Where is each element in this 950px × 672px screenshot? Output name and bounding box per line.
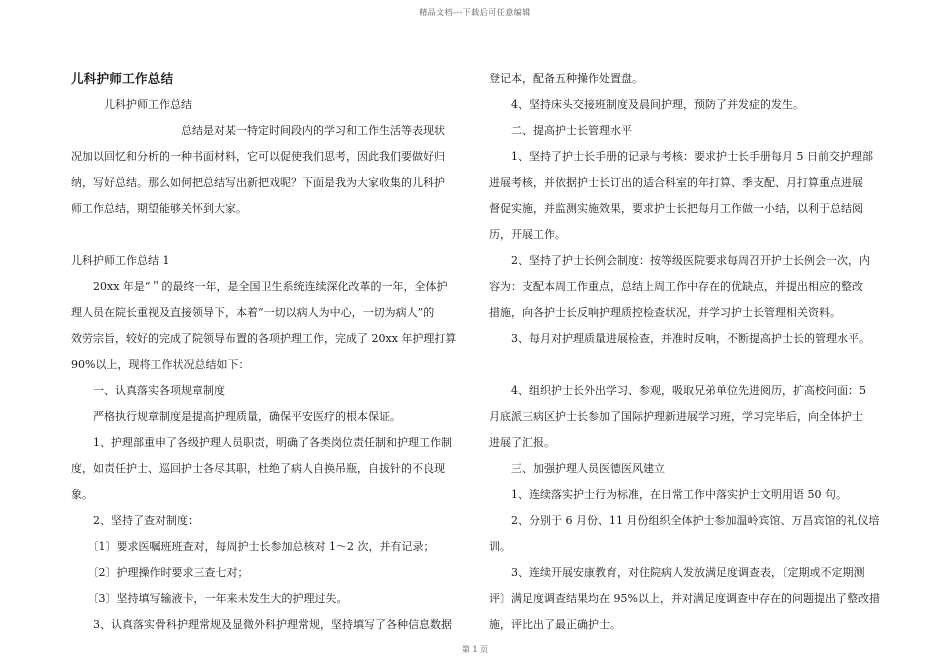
right-line: 督促实施，并监测实施效果，要求护士长把每月工作做一小结，以利于总结阅 xyxy=(489,202,863,215)
left-line: 纳，写好总结。那么如何把总结写出新把戏呢？下面是我为大家收集的儿科护 xyxy=(71,176,445,189)
left-line: 总结是对某一特定时间段内的学习和工作生活等表现状 xyxy=(71,124,445,137)
left-body xyxy=(71,92,463,638)
subsection-heading: 三、加强护理人员医德医风建立 xyxy=(489,462,665,475)
right-line: 4、组织护士长外出学习、参观，吸取兄弟单位先进阅历，扩高校问面：5 xyxy=(489,384,866,397)
right-line: 历，开展工作。 xyxy=(489,228,566,241)
right-line: 1、坚持了护士长手册的记录与考核：要求护士长手册每月 5 日前交护理部 xyxy=(489,150,873,163)
subsection-heading: 二、提高护士长管理水平 xyxy=(489,124,632,137)
left-line: 2、坚持了查对制度： xyxy=(71,514,199,527)
left-line: 〔2〕护理操作时要求三查七对； xyxy=(71,566,249,579)
right-line: 进展考核，并依据护士长订出的适合科室的年打算、季支配、月打算重点进展 xyxy=(489,176,863,189)
right-line: 登记本，配备五种操作处置盘。 xyxy=(489,72,643,85)
left-line: 90%以上，现将工作状况总结如下： xyxy=(71,358,250,371)
page-header: 精品文档---下载后可任意编辑 xyxy=(419,8,531,17)
left-line: 况加以回忆和分析的一种书面材料，它可以促使我们思考，因此我们要做好归 xyxy=(71,150,445,163)
right-line: 训。 xyxy=(489,540,511,553)
left-line: 师工作总结，期望能够关怀到大家。 xyxy=(71,202,247,215)
right-line: 3、连续开展安康教育，对住院病人发放满足度调查表，〔定期或不定期测 xyxy=(489,566,865,579)
blank-line xyxy=(489,352,881,378)
left-line: 20xx 年是“＂的最终一年，是全国卫生系统连续深化改革的一年，全体护 xyxy=(71,280,448,293)
section-heading: 儿科护师工作总结 1 xyxy=(71,254,170,267)
right-line: 措施，向各护士长反响护理质控检查状况，并学习护士长管理相关资料。 xyxy=(489,306,841,319)
right-line: 3、每月对护理质量进展检查，并准时反响，不断提高护士长的管理水平。 xyxy=(489,332,870,345)
right-line: 4、坚持床头交接班制度及晨间护理，预防了并发症的发生。 xyxy=(489,98,804,111)
left-line: 效劳宗旨，较好的完成了院领导布置的各项护理工作，完成了 20xx 年护理打算 xyxy=(71,332,457,345)
left-line: 度，如责任护士、巡回护士各尽其职，杜绝了病人自换吊瓶，自拔针的不良现 xyxy=(71,462,445,475)
right-line: 容为：支配本周工作重点，总结上周工作中存在的优缺点，并提出相应的整改 xyxy=(489,280,863,293)
left-line: 理人员在院长重视及直接领导下，本着“一切以病人为中心，一切为病人”的 xyxy=(71,306,435,319)
right-line: 2、坚持了护士长例会制度：按等级医院要求每周召开护士长例会一次，内 xyxy=(489,254,870,267)
left-line: 〔3〕坚持填写输液卡，一年来未发生大的护理过失。 xyxy=(71,592,348,605)
right-line: 施，评比出了最正确护士。 xyxy=(489,618,621,631)
left-line: 〔1〕要求医嘱班班查对，每周护士长参加总核对 1～2 次，并有记录； xyxy=(71,540,435,553)
right-line: 评〕满足度调查结果均在 95%以上，并对满足度调查中存在的问题提出了整改措 xyxy=(489,592,880,605)
left-line: 3、认真落实骨科护理常规及显微外科护理常规，坚持填写了各种信息数据 xyxy=(71,618,452,631)
left-line: 1、护理部重申了各级护理人员职责，明确了各类岗位责任制和护理工作制 xyxy=(71,436,452,449)
left-line: 象。 xyxy=(71,488,93,501)
blank-line xyxy=(71,222,463,248)
right-line: 2、分别于 6 月份、11 月份组织全体护士参加温岭宾馆、万昌宾馆的礼仪培 xyxy=(489,514,880,527)
right-column xyxy=(489,66,881,638)
left-line: 严格执行规章制度是提高护理质量，确保平安医疗的根本保证。 xyxy=(71,410,401,423)
left-line: 儿科护师工作总结 xyxy=(71,98,192,111)
right-line: 进展了汇报。 xyxy=(489,436,555,449)
left-column xyxy=(71,66,463,638)
page-number: 第 1 页 xyxy=(461,645,489,654)
subsection-heading: 一、认真落实各项规章制度 xyxy=(71,384,225,397)
document-title: 儿科护师工作总结 xyxy=(71,71,174,86)
right-line: 1、连续落实护士行为标准，在日常工作中落实护士文明用语 50 句。 xyxy=(489,488,847,501)
right-line: 月底派三病区护士长参加了国际护理新进展学习班，学习完毕后，向全体护士 xyxy=(489,410,863,423)
